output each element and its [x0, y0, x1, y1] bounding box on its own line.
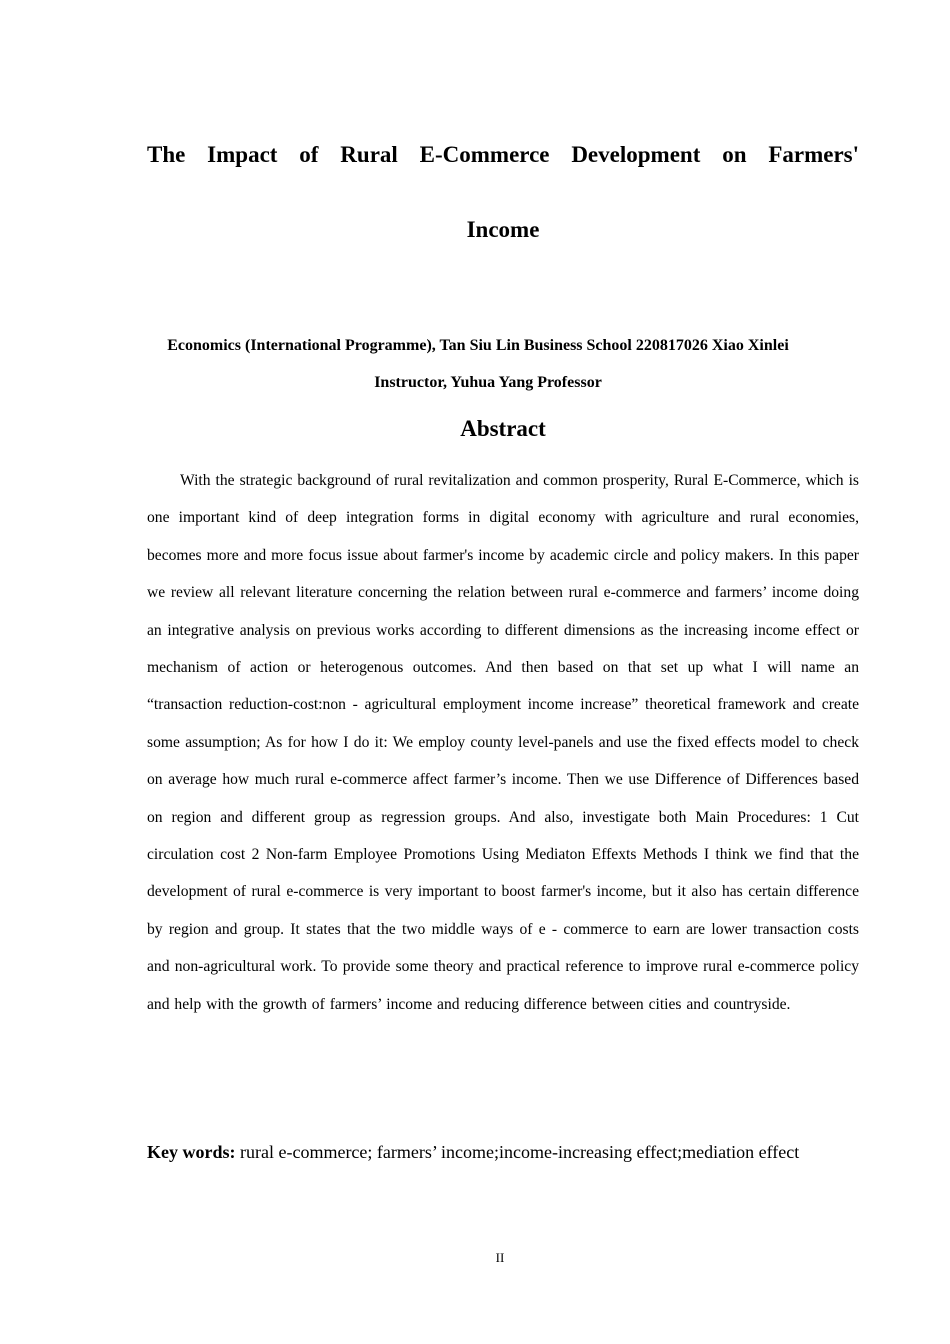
keywords-label: Key words:: [147, 1142, 236, 1162]
page-number: II: [495, 1250, 505, 1265]
paper-title-line-1: The Impact of Rural E-Commerce Development on Farmers': [147, 142, 859, 167]
keywords: [147, 1134, 859, 1170]
abstract-heading: Abstract: [460, 416, 546, 441]
keywords-text: rural e-commerce; farmers’ income;income-increasing effect;mediation effect: [235, 1142, 800, 1162]
author-affiliation: Economics (International Programme), Tan Siu Lin Business School 220817026 Xiao Xinlei: [167, 337, 789, 354]
abstract-body: With the strategic background of rural revitalization and common prosperity, Rural E-Commerce, which is one important kind of deep integration forms in digital economy with agriculture and rural economies, becomes more and more focus issue about farmer's income by academic circle and policy makers. In this paper we review all relevant literature concerning the relation between rural e-commerce and farmers’ income doing an integrative analysis on previous works according to different dimensions as the increasing income effect or mechanism of action or heterogenous outcomes. And then based on that set up what I will name an “transaction reduction-cost:non - agricultural employment income increase” theoretical framework and create some assumption; As for how I do it: We employ county level-panels and use the fixed effects model to check on average how much rural e-commerce affect farmer’s income. Then we use Difference of Differences based on region and different group as regression groups. And also, investigate both Main Procedures: 1 Cut circulation cost 2 Non-farm Employee Promotions Using Mediaton Effexts Methods I think we find that the development of rural e-commerce is very important to boost farmer's income, but it also has certain difference by region and group. It states that the two middle ways of e - commerce to earn are lower transaction costs and non-agricultural work. To provide some theory and practical reference to improve rural e-commerce policy and help with the growth of farmers’ income and reducing difference between cities and countryside.: [147, 472, 859, 1013]
paper-title-line-2: Income: [466, 217, 540, 242]
instructor-line: Instructor, Yuhua Yang Professor: [374, 374, 602, 391]
